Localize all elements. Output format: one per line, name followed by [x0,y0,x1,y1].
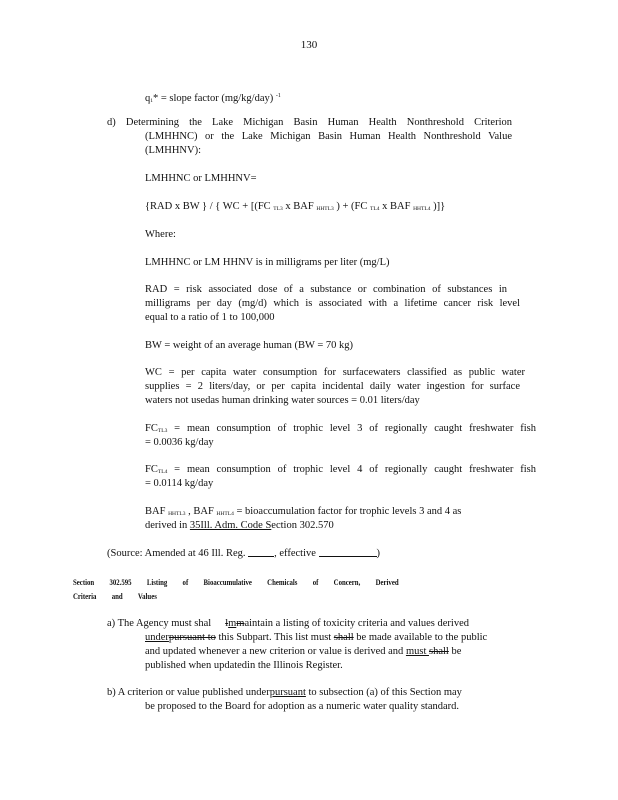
item-a-line-3 [145,645,461,658]
b-text: b) A criterion or value published under [107,687,270,698]
q1-exponent: -1 [275,93,281,99]
baf-subscript: HHTL3 [168,511,186,517]
item-a-line-2 [145,631,487,644]
fc-text: = mean consumption of trophic level 4 of regionally caught freshwater fish [167,464,536,475]
eq-part: )]} [430,201,446,212]
fc-tl3-line-2: = 0.0036 kg/day [145,437,214,448]
b-text: to subsection (a) of this Section may [305,687,462,698]
wc-line-2: supplies = 2 liters/day, or per capita incidental daily water ingestion for surface [145,381,520,392]
item-d-line-1: d) Determining the Lake Michigan Basin Human Health Nonthreshold Criterion [107,117,512,128]
a-text: a) The Agency must shal [107,618,212,629]
page-number: 130 [300,39,318,51]
a-text: aintain a listing of toxicity criteria and values derived [244,618,469,629]
inserted-text: m [228,618,237,629]
a-text: be [448,646,462,657]
source-text: , effective [274,548,316,559]
deleted-text: shall [428,646,449,657]
wc-line-1: WC = per capita water consumption for surfacewaters classified as public water [145,367,525,378]
fc-tl4-line-2: = 0.0114 kg/day [145,478,214,489]
baf-subscript: HHTL4 [216,511,234,517]
eq-part: x BAF [282,201,317,212]
baf-text: ection 302.570 [271,520,334,531]
eq-part: {RAD x BW } / { WC + [(FC [145,201,274,212]
inserted-text: under [145,632,169,643]
eq-sub: HHTL3 [316,206,334,212]
register-blank [248,547,274,557]
item-d-line-3: (LMHHNV): [145,145,201,156]
section-heading-line-2: Criteria and Values [73,592,157,601]
inserted-citation: 35Ill. Adm. Code S [189,520,272,531]
eq-sub: HHTL4 [413,206,431,212]
eq-sub: TL3 [273,206,283,212]
fc-text: = mean consumption of trophic level 3 of regionally caught freshwater fish [167,423,536,434]
bw-definition: BW = weight of an average human (BW = 70 kg) [145,340,353,351]
baf-line-2 [145,519,334,532]
where-label: Where: [145,229,176,240]
lmhh-definition: LMHHNC or LM HHNV is in milligrams per liter (mg/L) [145,257,390,268]
fc-symbol: FC [145,423,158,434]
inserted-text: pursuant [269,687,306,698]
eq-part: x BAF [379,201,414,212]
eq-part: ) + (FC [333,201,371,212]
fc-subscript: TL3 [157,428,168,434]
fc-subscript: TL4 [157,469,168,475]
baf-symbol: , BAF [185,506,217,517]
fc-symbol: FC [145,464,158,475]
section-heading-line-1: Section 302.595 Listing of Bioaccumulative Chemicals of Concern, Derived [73,578,399,587]
deleted-text: m [236,618,245,629]
rad-line-1: RAD = risk associated dose of a substance or combination of substances in [145,284,507,295]
item-a-line-1 [107,617,469,630]
wc-line-3: waters not usedas human drinking water sources = 0.01 liters/day [145,395,420,406]
q1-symbol: q [145,93,151,104]
item-d-line-2: (LMHHNC) or the Lake Michigan Basin Human Health Nonthreshold Value [145,131,512,142]
rad-line-2: milligrams per day (mg/d) which is associated with a lifetime cancer risk level [145,298,520,309]
item-b-line-1 [107,686,462,699]
a-text: this Subpart. This list must [215,632,334,643]
baf-text: derived in [145,520,190,531]
a-text: be made available to the public [353,632,488,643]
deleted-text: shall [333,632,354,643]
item-a-line-4: published when updatedin the Illinois Register. [145,660,343,671]
eq-sub: TL4 [370,206,380,212]
q1-definition [145,90,281,108]
item-b-line-2: be proposed to the Board for adoption as a numeric water quality standard. [145,701,460,712]
equation [145,200,445,216]
inserted-text: must [405,646,429,657]
deleted-text: pursuant to [168,632,216,643]
effective-date-blank [319,547,377,557]
a-text: and updated whenever a new criterion or value is derived and [145,646,406,657]
baf-text: = bioaccumulation factor for trophic levels 3 and 4 as [233,506,462,517]
q1-text: * = slope factor (mg/kg/day) [153,93,274,104]
baf-symbol: BAF [145,506,169,517]
equation-lhs: LMHHNC or LMHHNV= [145,173,257,184]
deleted-text: l [225,618,229,629]
rad-line-3: equal to a ratio of 1 to 100,000 [145,312,275,323]
source-text: ) [376,548,381,559]
source-text: (Source: Amended at 46 Ill. Reg. [107,548,246,559]
source-note [107,547,380,560]
q1-subscript: 1 [150,98,153,104]
